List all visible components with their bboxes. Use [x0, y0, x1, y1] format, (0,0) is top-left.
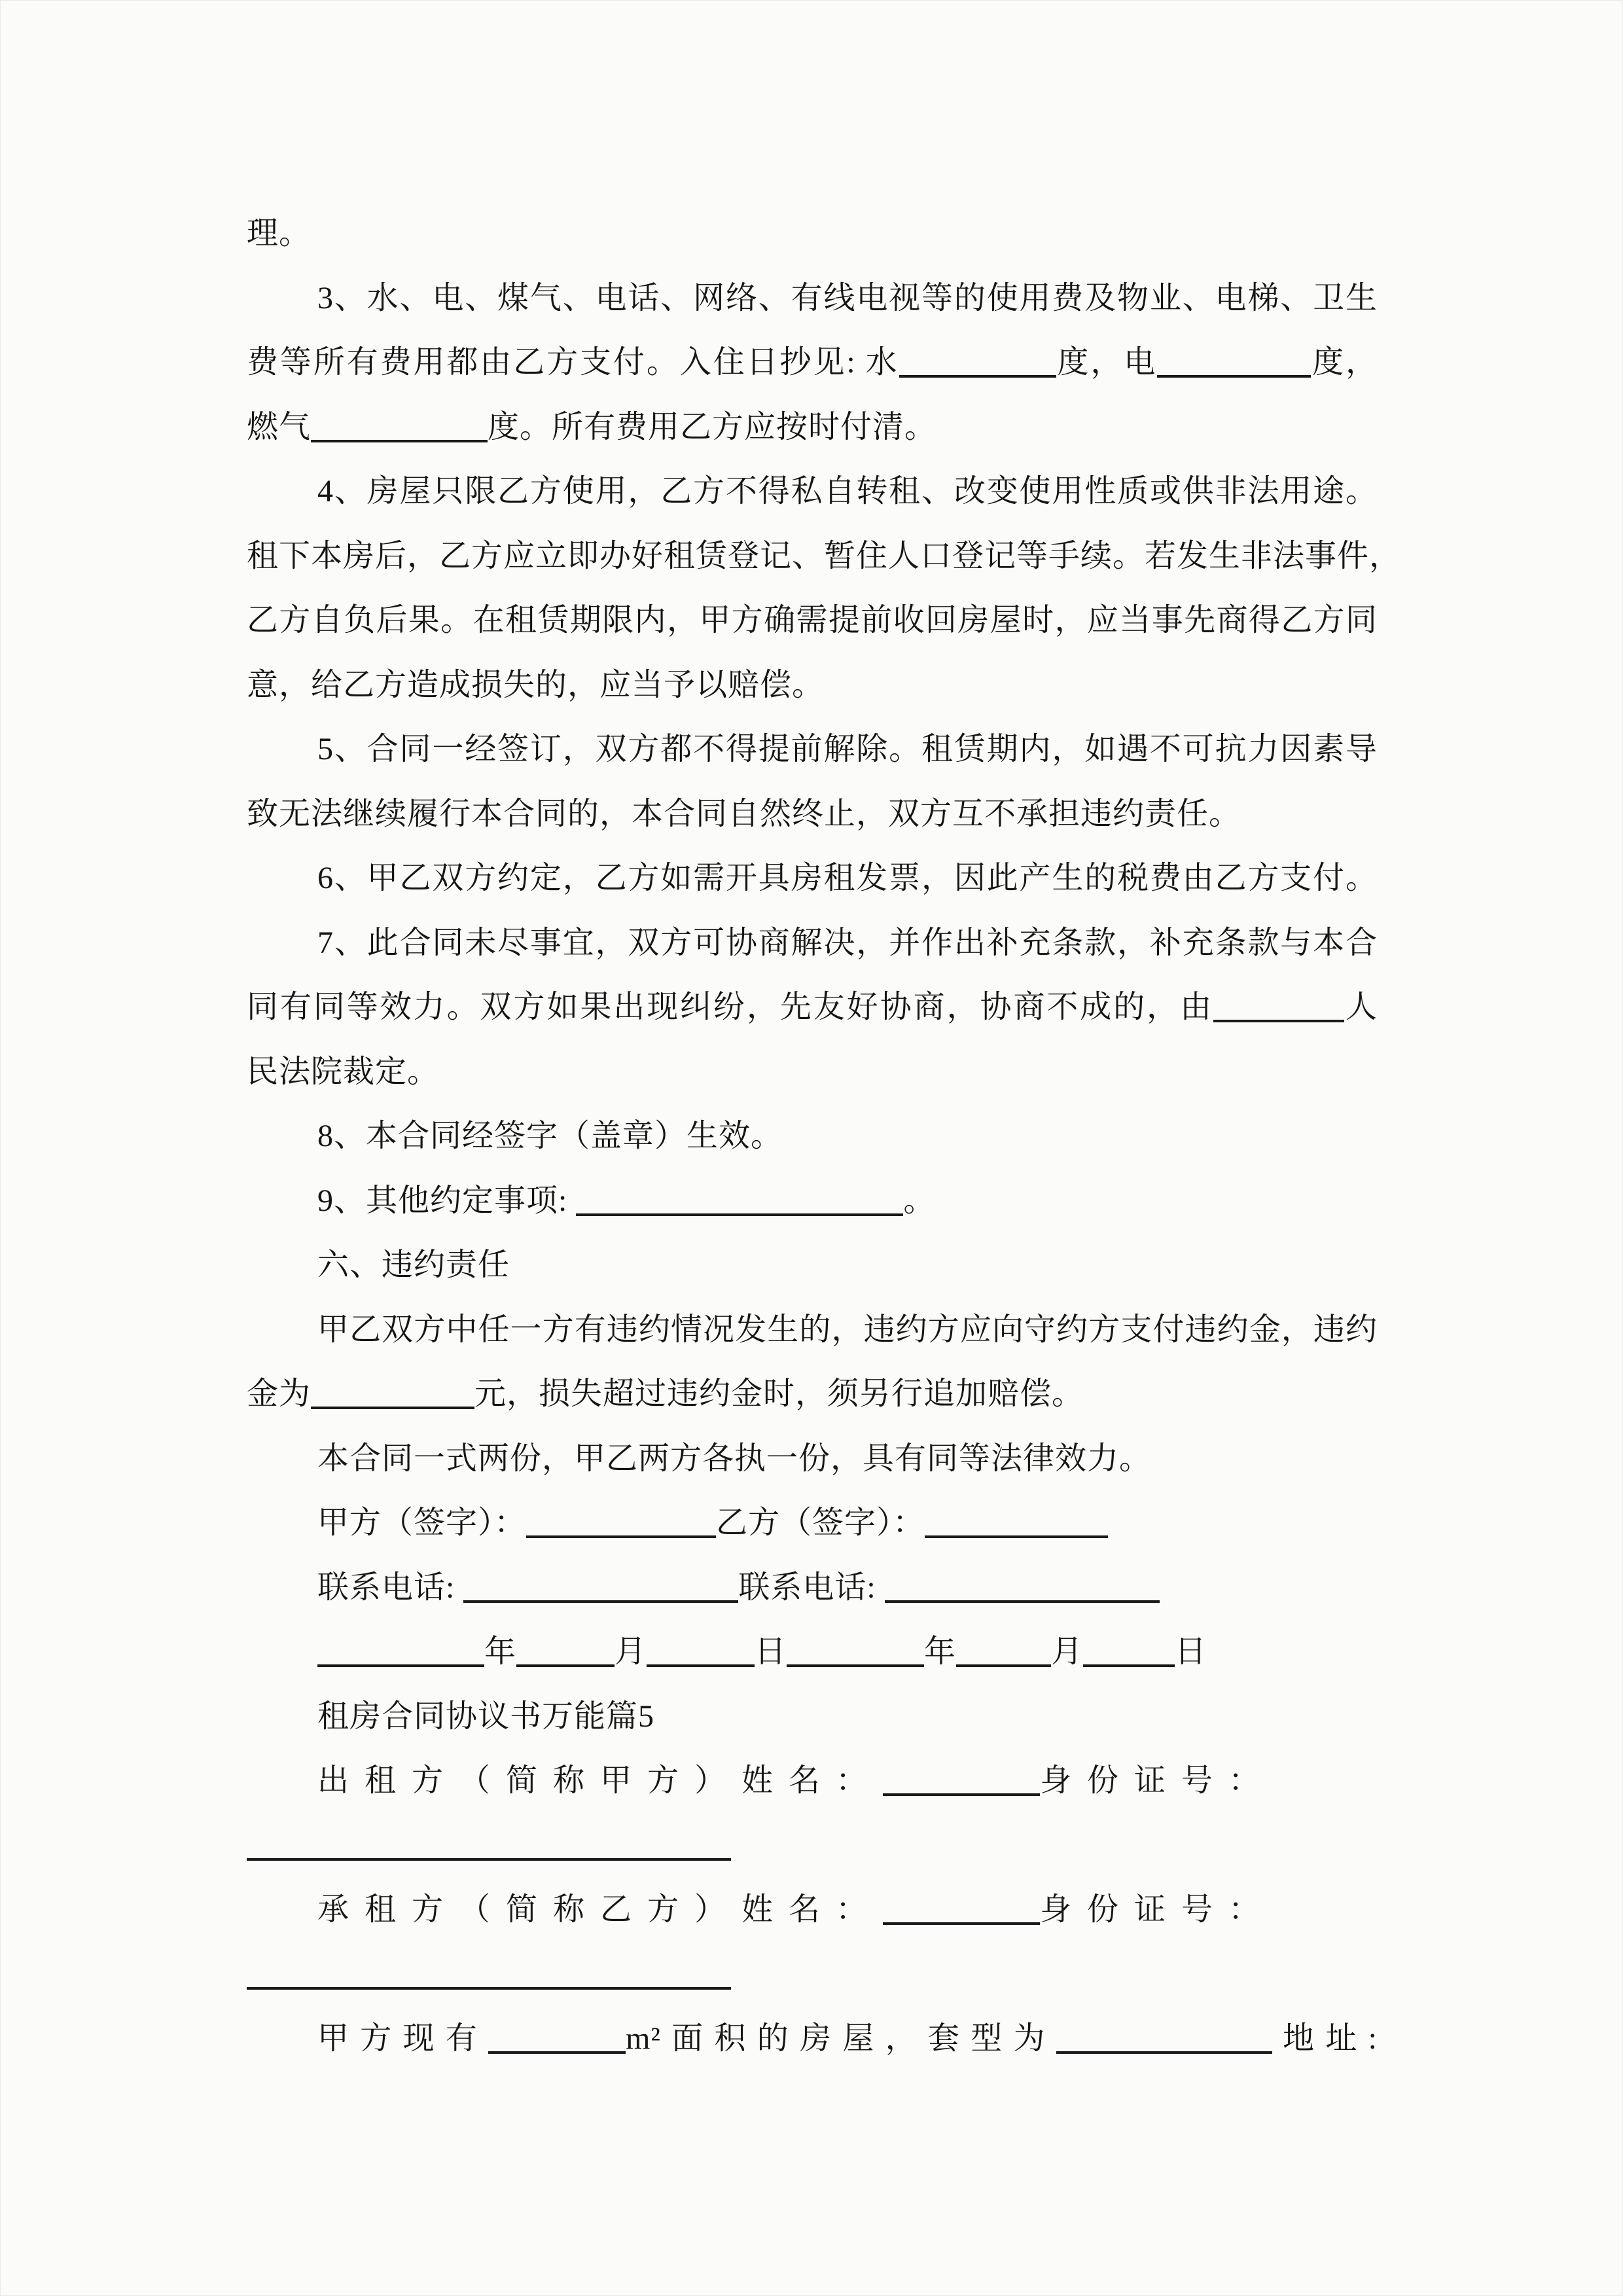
- line-text: 乙方自负后果。在租赁期限内，甲方确需提前收回房屋时，应当事先商得乙方同: [247, 603, 1378, 637]
- line-text: 金为: [247, 1376, 312, 1411]
- line-lessee-id-blank: [247, 1943, 1378, 2007]
- line-text: 联系电话:: [738, 1570, 885, 1605]
- line-lessor-id-blank: [247, 1814, 1378, 1878]
- line-text: 4、房屋只限乙方使用，乙方不得私自转租、改变使用性质或供非法用途。: [317, 474, 1378, 509]
- line-clause5-1: [247, 717, 1378, 782]
- blank-field: [1213, 1011, 1344, 1022]
- line-text: 承租方（简称乙方）姓名：: [317, 1892, 883, 1927]
- blank-field: [247, 1849, 731, 1861]
- line-clause9: [247, 1169, 1378, 1234]
- line-text: 甲乙双方中任一方有违约情况发生的，违约方应向守约方支付违约金，违约: [317, 1312, 1378, 1347]
- line-text: 元，损失超过违约金时，须另行追加赔偿。: [474, 1376, 1084, 1411]
- line-text: 租下本房后，乙方应立即办好租赁登记、暂住人口登记等手续。若发生非法事件，: [247, 538, 1402, 573]
- line-text: 理。: [247, 216, 312, 251]
- line-clause6: [247, 846, 1378, 911]
- line-text: 7、此合同未尽事宜，双方可协商解决，并作出补充条款，补充条款与本合: [317, 925, 1378, 960]
- line-copies: [247, 1427, 1378, 1492]
- line-clause4-3: [247, 588, 1378, 653]
- line-text: 月: [1051, 1634, 1084, 1669]
- line-text: 意，给乙方造成损失的，应当予以赔偿。: [247, 667, 825, 702]
- blank-field: [883, 1784, 1040, 1796]
- blank-field: [463, 1591, 738, 1603]
- blank-field: [488, 2042, 626, 2054]
- line-text: 燃气: [247, 409, 312, 444]
- contract-text-block: [247, 202, 1402, 2072]
- blank-field: [247, 1978, 731, 1990]
- line-carryover: [247, 202, 1378, 266]
- line-breach-2: [247, 1362, 1378, 1427]
- line-lessor: [247, 1749, 1378, 1814]
- line-text: 人: [1344, 990, 1378, 1024]
- line-clause7-2: [247, 975, 1378, 1040]
- line-text: 年: [924, 1634, 957, 1669]
- line-text: 6、甲乙双方约定，乙方如需开具房租发票，因此产生的税费由乙方支付。: [317, 861, 1378, 895]
- line-text: 甲方（签字）：: [317, 1505, 527, 1540]
- blank-field: [311, 1397, 474, 1409]
- line-text: 日: [755, 1634, 787, 1669]
- line-text: 3、水、电、煤气、电话、网络、有线电视等的使用费及物业、电梯、卫生: [317, 280, 1378, 315]
- line-text: 度，: [1311, 345, 1378, 380]
- line-clause7-3: [247, 1040, 1378, 1105]
- line-dates: [247, 1620, 1378, 1685]
- blank-field: [956, 1655, 1051, 1667]
- line-text: 度。所有费用乙方应按时付清。: [488, 409, 937, 444]
- line-clause7-1: [247, 911, 1378, 976]
- line-clause5-2: [247, 782, 1378, 847]
- line-text: 地址:: [1272, 2021, 1378, 2056]
- line-clause3-3: [247, 395, 1378, 460]
- blank-field: [576, 1204, 903, 1216]
- blank-field: [787, 1655, 924, 1667]
- line-clause3-2: [247, 331, 1378, 395]
- blank-field: [1056, 2042, 1272, 2054]
- line-text: 8、本合同经签字（盖章）生效。: [317, 1119, 783, 1153]
- line-text: 民法院裁定。: [247, 1054, 440, 1089]
- line-text: 六、违约责任: [317, 1247, 510, 1282]
- line-text: 本合同一式两份，甲乙两方各执一份，具有同等法律效力。: [317, 1441, 1152, 1476]
- line-text: 日: [1175, 1634, 1207, 1669]
- line-premises: [247, 2007, 1378, 2072]
- blank-field: [317, 1655, 484, 1667]
- line-text: 租房合同协议书万能篇5: [317, 1698, 655, 1734]
- line-text: 费等所有费用都由乙方支付。入住日抄见: 水: [247, 345, 899, 380]
- line-clause3-1: [247, 266, 1378, 331]
- line-phones: [247, 1556, 1378, 1621]
- blank-field: [899, 366, 1056, 378]
- line-section-title: [247, 1685, 1378, 1749]
- line-text: 9、其他约定事项:: [317, 1183, 577, 1218]
- line-text: 身份证号：: [1040, 1892, 1276, 1927]
- line-text: 5、合同一经签订，双方都不得提前解除。租赁期内，如遇不可抗力因素导: [317, 732, 1378, 766]
- line-text: m²面积的房屋，套型为: [626, 2021, 1056, 2056]
- line-text: 出租方（简称甲方）姓名：: [317, 1763, 883, 1798]
- line-text: 身份证号：: [1040, 1763, 1276, 1798]
- blank-field: [1083, 1655, 1175, 1667]
- blank-field: [526, 1526, 716, 1538]
- line-breach-1: [247, 1298, 1378, 1363]
- line-text: 致无法继续履行本合同的，本合同自然终止，双方互不承担违约责任。: [247, 796, 1241, 831]
- blank-field: [1157, 366, 1311, 378]
- line-lessee: [247, 1878, 1378, 1943]
- line-text: 年: [484, 1634, 517, 1669]
- line-clause4-2: [247, 524, 1402, 589]
- blank-field: [647, 1655, 755, 1667]
- line-text: 联系电话:: [317, 1570, 464, 1605]
- line-text: 乙方（签字）：: [716, 1505, 925, 1540]
- line-section6-heading: [247, 1233, 1378, 1298]
- line-text: 度，电: [1056, 345, 1158, 380]
- blank-field: [885, 1591, 1160, 1603]
- line-text: 月: [615, 1634, 647, 1669]
- blank-field: [516, 1655, 615, 1667]
- line-clause4-1: [247, 459, 1378, 524]
- line-text: 。: [903, 1183, 936, 1218]
- line-clause4-4: [247, 653, 1378, 718]
- blank-field: [311, 431, 488, 442]
- line-text: 同有同等效力。双方如果出现纠纷，先友好协商，协商不成的，由: [247, 990, 1214, 1024]
- blank-field: [925, 1526, 1108, 1538]
- line-clause8: [247, 1104, 1378, 1169]
- line-signatures: [247, 1491, 1378, 1556]
- line-text: 甲方现有: [317, 2021, 489, 2056]
- blank-field: [883, 1913, 1040, 1925]
